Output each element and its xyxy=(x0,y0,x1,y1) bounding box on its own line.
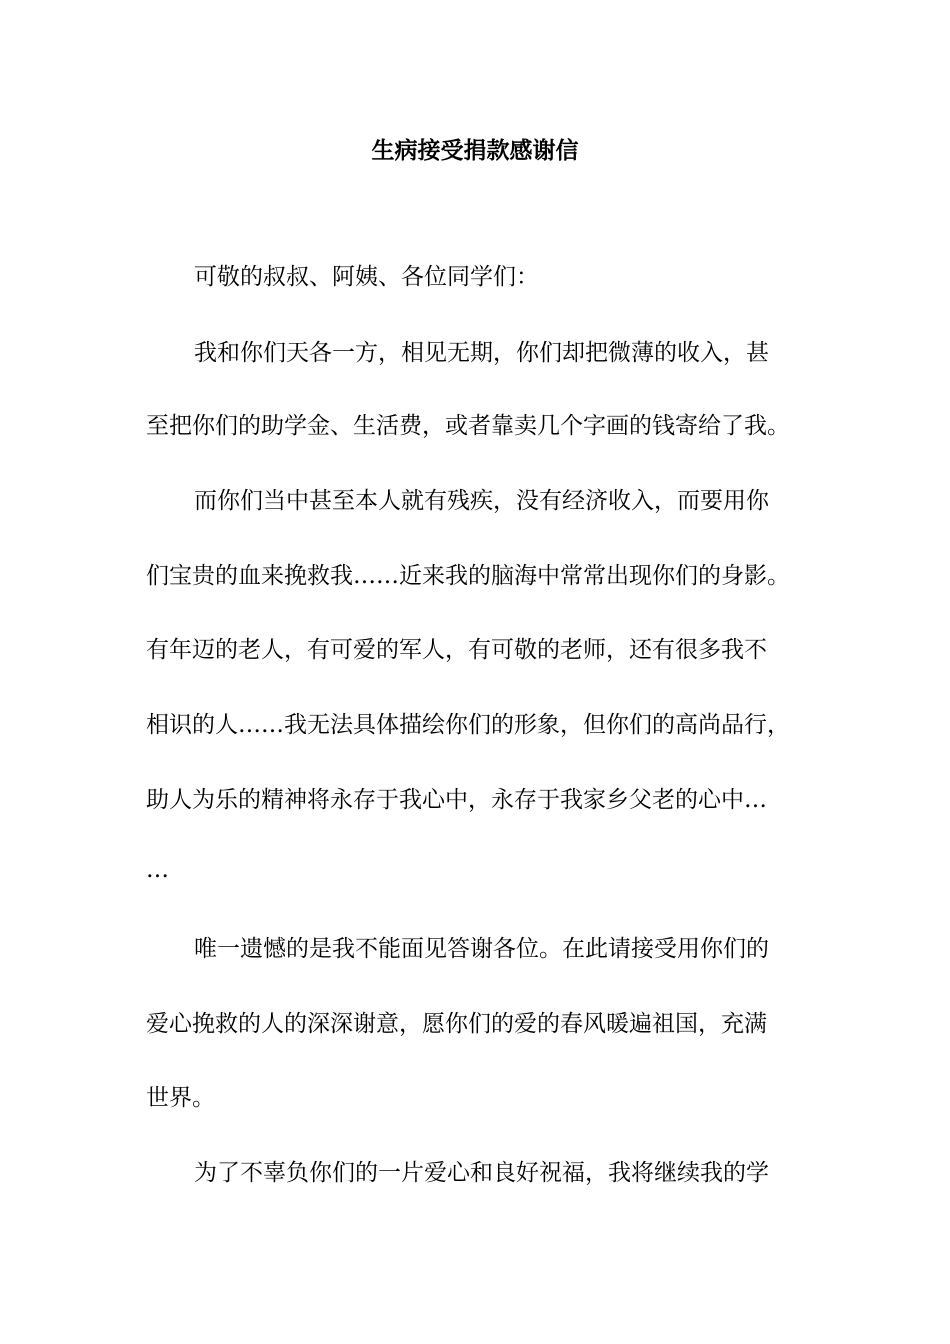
body-line: 相识的人……我无法具体描绘你们的形象，但你们的高尚品行， xyxy=(146,712,790,738)
body-line: 爱心挽救的人的深深谢意，愿你们的爱的春风暖遍祖国，充满 xyxy=(146,1011,767,1037)
body-line: 为了不辜负你们的一片爱心和良好祝福，我将继续我的学 xyxy=(194,1160,769,1186)
body-line: 我和你们天各一方，相见无期，你们却把微薄的收入，甚 xyxy=(194,340,769,366)
body-line: 有年迈的老人，有可爱的军人，有可敬的老师，还有很多我不 xyxy=(146,637,767,663)
body-line: 唯一遗憾的是我不能面见答谢各位。在此请接受用你们的 xyxy=(194,936,769,962)
salutation-line: 可敬的叔叔、阿姨、各位同学们： xyxy=(194,264,539,290)
body-line: … xyxy=(146,857,169,883)
document-title: 生病接受捐款感谢信 xyxy=(371,137,579,164)
body-line: 世界。 xyxy=(146,1085,215,1111)
body-line: 至把你们的助学金、生活费，或者靠卖几个字画的钱寄给了我。 xyxy=(146,413,790,439)
body-line: 助人为乐的精神将永存于我心中，永存于我家乡父老的心中… xyxy=(146,787,767,813)
body-line: 们宝贵的血来挽救我……近来我的脑海中常常出现你们的身影。 xyxy=(146,563,790,589)
body-line: 而你们当中甚至本人就有残疾，没有经济收入，而要用你 xyxy=(194,488,769,514)
